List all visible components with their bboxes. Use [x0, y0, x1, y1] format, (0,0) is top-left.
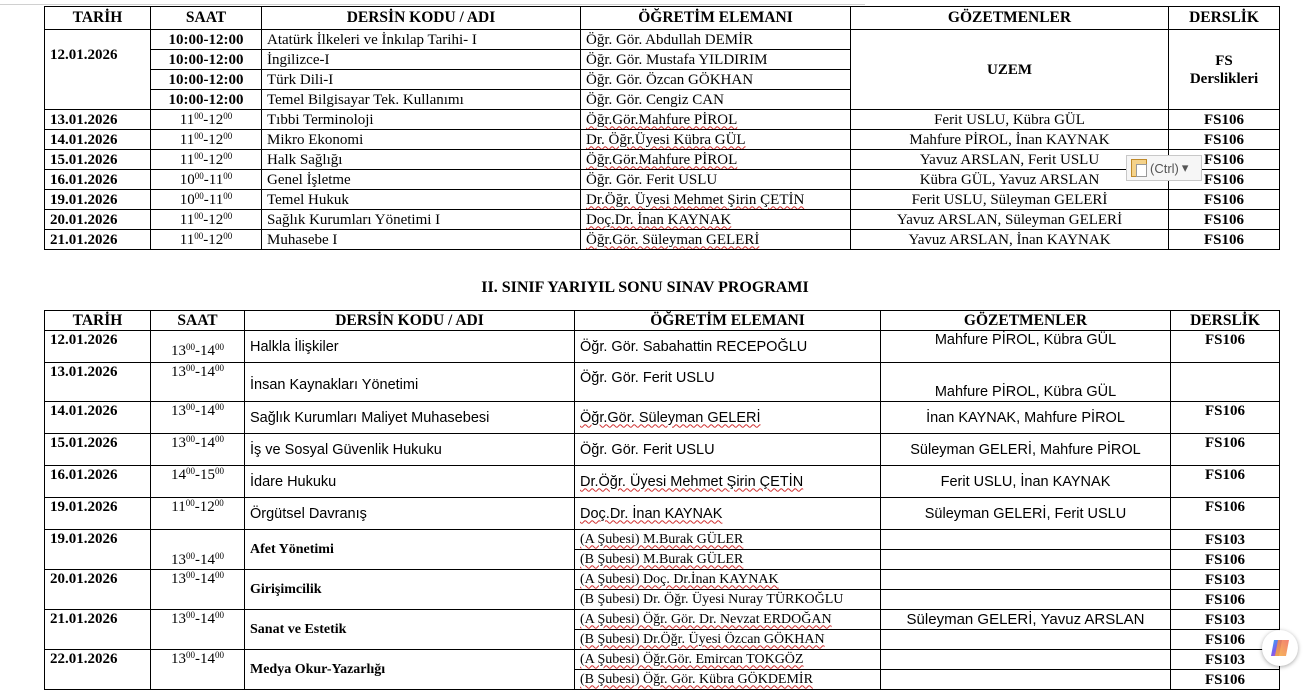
clipboard-icon [1131, 159, 1147, 177]
room-cell: FS106 [1171, 402, 1280, 434]
time-cell: $13^{00}-14^{00}$ [151, 331, 245, 363]
course-cell: Sağlık Kurumları Maliyet Muhasebesi [245, 402, 575, 434]
course-cell: İnsan Kaynakları Yönetimi [245, 363, 575, 402]
proctors-cell: Süleyman GELERİ, Ferit USLU [881, 498, 1171, 530]
instructor-cell: Öğr. Gör. Ferit USLU [581, 170, 851, 190]
room-cell: FS106 [1171, 590, 1280, 610]
room-cell [1171, 363, 1280, 402]
proctors-cell: Ferit USLU, Süleyman GELERİ [851, 190, 1169, 210]
table-row [45, 30, 1280, 50]
time-cell: $11^{00}-12^{00}$ [151, 150, 262, 170]
table-row [45, 331, 1280, 363]
time-cell: $11^{00}-12^{00}$ [151, 498, 245, 530]
table-row [45, 610, 1280, 630]
proctors-cell-empty [881, 550, 1171, 570]
header-instructor: ÖĞRETİM ELEMANI [575, 311, 881, 331]
course-cell: Mikro Ekonomi [262, 130, 581, 150]
time-cell: $10^{00}-11^{00}$ [151, 170, 262, 190]
header-course: DERSİN KODU / ADI [262, 7, 581, 30]
table-header-row [45, 7, 1280, 30]
second-year-exam-table [44, 310, 1280, 690]
table-row [45, 130, 1280, 150]
course-cell: Sağlık Kurumları Yönetimi I [262, 210, 581, 230]
course-cell: Girişimcilik [245, 570, 575, 610]
course-cell: Afet Yönetimi [245, 530, 575, 570]
room-cell: FS103 [1171, 530, 1280, 550]
instructor-cell: (A Şubesi) Doç. Dr.İnan KAYNAK [575, 570, 881, 590]
instructor-cell: (B Şubesi) Öğr. Gör. Kübra GÖKDEMİR [575, 670, 881, 690]
room-cell: FS106 [1171, 466, 1280, 498]
table-row [45, 466, 1280, 498]
course-cell: İngilizce-I [262, 50, 581, 70]
room-cell: FS106 [1169, 210, 1280, 230]
instructor-cell: Dr.Öğr. Üyesi Mehmet Şirin ÇETİN [575, 466, 881, 498]
table-row [45, 230, 1280, 250]
time-cell: $11^{00}-12^{00}$ [151, 230, 262, 250]
table-row [45, 650, 1280, 670]
room-cell: FS106 [1171, 434, 1280, 466]
date-cell: 13.01.2026 [45, 110, 151, 130]
time-cell: $13^{00}-14^{00}$ [151, 434, 245, 466]
room-cell: FS106 [1171, 331, 1280, 363]
date-cell: 20.01.2026 [45, 570, 151, 610]
room-cell: FS103 [1171, 610, 1280, 630]
table-header-row [45, 311, 1280, 331]
header-time: SAAT [151, 7, 262, 30]
proctors-cell: Ferit USLU, Kübra GÜL [851, 110, 1169, 130]
instructor-cell: Doç.Dr. İnan KAYNAK [575, 498, 881, 530]
course-cell: Halk Sağlığı [262, 150, 581, 170]
instructor-cell: (B Şubesi) M.Burak GÜLER [575, 550, 881, 570]
room-cell: FS106 [1169, 230, 1280, 250]
first-year-exam-table [44, 6, 1280, 250]
proctors-cell: Yavuz ARSLAN, Ferit USLU [851, 150, 1169, 170]
date-cell: 13.01.2026 [45, 363, 151, 402]
date-cell: 21.01.2026 [45, 230, 151, 250]
room-cell: FS103 [1171, 650, 1280, 670]
table-row [45, 110, 1280, 130]
copilot-icon[interactable] [1262, 630, 1298, 666]
course-cell: Halkla İlişkiler [245, 331, 575, 363]
instructor-cell: Öğr. Gör. Abdullah DEMİR [581, 30, 851, 50]
course-cell: Temel Hukuk [262, 190, 581, 210]
course-cell: Temel Bilgisayar Tek. Kullanımı [262, 90, 581, 110]
paste-options-button[interactable] [1126, 155, 1202, 181]
course-cell: Türk Dili-I [262, 70, 581, 90]
proctors-cell [881, 650, 1171, 670]
course-cell: Medya Okur-Yazarlığı [245, 650, 575, 690]
room-cell: FS106 [1171, 670, 1280, 690]
course-cell: Atatürk İlkeleri ve İnkılap Tarihi- I [262, 30, 581, 50]
proctors-cell: Ferit USLU, İnan KAYNAK [881, 466, 1171, 498]
instructor-cell: Öğr. Gör. Özcan GÖKHAN [581, 70, 851, 90]
room-cell: FS106 [1169, 150, 1280, 170]
table-row [45, 498, 1280, 530]
header-proctors: GÖZETMENLER [881, 311, 1171, 331]
table-row [45, 170, 1280, 190]
proctors-cell: Mahfure PİROL, Kübra GÜL [881, 363, 1171, 402]
date-cell: 16.01.2026 [45, 170, 151, 190]
room-cell: FS106 [1171, 550, 1280, 570]
room-cell: FS106 [1171, 498, 1280, 530]
paste-options-label: (Ctrl) [1150, 160, 1179, 176]
table-row [45, 150, 1280, 170]
date-cell: 15.01.2026 [45, 150, 151, 170]
date-cell: 12.01.2026 [45, 331, 151, 363]
instructor-cell: Öğr.Gör.Mahfure PİROL [581, 150, 851, 170]
instructor-cell: (B Şubesi) Dr. Öğr. Üyesi Nuray TÜRKOĞLU [575, 590, 881, 610]
date-cell: 19.01.2026 [45, 498, 151, 530]
instructor-cell: (A Şubesi) Öğr. Gör. Dr. Nevzat ERDOĞAN [575, 610, 881, 630]
instructor-cell: Öğr.Gör.Mahfure PİROL [581, 110, 851, 130]
time-cell: $14^{00}-15^{00}$ [151, 466, 245, 498]
proctors-cell [881, 530, 1171, 550]
proctors-cell: Süleyman GELERİ, Mahfure PİROL [881, 434, 1171, 466]
instructor-cell: (A Şubesi) M.Burak GÜLER [575, 530, 881, 550]
room-cell: FS Derslikleri [1169, 30, 1280, 110]
header-instructor: ÖĞRETİM ELEMANI [581, 7, 851, 30]
instructor-cell: (A Şubesi) Öğr.Gör. Emircan TOKGÖZ [575, 650, 881, 670]
proctors-cell-empty [881, 590, 1171, 610]
table-row [45, 190, 1280, 210]
date-cell: 14.01.2026 [45, 130, 151, 150]
date-cell: 22.01.2026 [45, 650, 151, 690]
date-cell: 20.01.2026 [45, 210, 151, 230]
time-cell: 10:00-12:00 [151, 90, 262, 110]
proctors-cell: Yavuz ARSLAN, Süleyman GELERİ [851, 210, 1169, 230]
table-row [45, 570, 1280, 590]
time-cell: $11^{00}-12^{00}$ [151, 130, 262, 150]
proctors-cell: Kübra GÜL, Yavuz ARSLAN [851, 170, 1169, 190]
page-top-edge [0, 0, 865, 5]
table-row [45, 434, 1280, 466]
course-cell: Genel İşletme [262, 170, 581, 190]
instructor-cell: Öğr. Gör. Cengiz CAN [581, 90, 851, 110]
proctors-cell [881, 570, 1171, 590]
header-time: SAAT [151, 311, 245, 331]
time-cell: $13^{00}-14^{00}$ [151, 570, 245, 610]
time-cell: 10:00-12:00 [151, 30, 262, 50]
table-row [45, 210, 1280, 230]
room-cell: FS106 [1169, 130, 1280, 150]
header-proctors: GÖZETMENLER [851, 7, 1169, 30]
proctors-cell-empty [881, 630, 1171, 650]
instructor-cell: (B Şubesi) Dr.Öğr. Üyesi Özcan GÖKHAN [575, 630, 881, 650]
course-cell: Tıbbi Terminoloji [262, 110, 581, 130]
proctors-cell: Mahfure PİROL, İnan KAYNAK [851, 130, 1169, 150]
time-cell: $10^{00}-11^{00}$ [151, 190, 262, 210]
proctors-cell: Yavuz ARSLAN, İnan KAYNAK [851, 230, 1169, 250]
course-cell: Örgütsel Davranış [245, 498, 575, 530]
instructor-cell: Öğr.Gör. Süleyman GELERİ [581, 230, 851, 250]
course-cell: İdare Hukuku [245, 466, 575, 498]
course-cell: Muhasebe I [262, 230, 581, 250]
table-row [45, 530, 1280, 550]
time-cell: $11^{00}-12^{00}$ [151, 210, 262, 230]
date-cell: 19.01.2026 [45, 190, 151, 210]
date-cell: 12.01.2026 [45, 30, 151, 110]
header-date: TARİH [45, 311, 151, 331]
section-title: II. SINIF YARIYIL SONU SINAV PROGRAMI [481, 279, 809, 296]
instructor-cell: Öğr. Gör. Sabahattin RECEPOĞLU [575, 331, 881, 363]
instructor-cell: Dr. Öğr.Üyesi Kübra GÜL [581, 130, 851, 150]
room-cell: FS103 [1171, 570, 1280, 590]
instructor-cell: Dr.Öğr. Üyesi Mehmet Şirin ÇETİN [581, 190, 851, 210]
time-cell: $13^{00}-14^{00}$ [151, 530, 245, 570]
instructor-cell: Öğr. Gör. Ferit USLU [575, 434, 881, 466]
date-cell: 16.01.2026 [45, 466, 151, 498]
time-cell: $13^{00}-14^{00}$ [151, 650, 245, 690]
date-cell: 15.01.2026 [45, 434, 151, 466]
course-cell: İş ve Sosyal Güvenlik Hukuku [245, 434, 575, 466]
instructor-cell: Doç.Dr. İnan KAYNAK [581, 210, 851, 230]
header-room: DERSLİK [1171, 311, 1280, 331]
chevron-down-icon: ▾ [1181, 160, 1189, 175]
header-room: DERSLİK [1169, 7, 1280, 30]
proctors-cell: Mahfure PİROL, Kübra GÜL [881, 331, 1171, 363]
proctors-cell: İnan KAYNAK, Mahfure PİROL [881, 402, 1171, 434]
time-cell: $11^{00}-12^{00}$ [151, 110, 262, 130]
header-course: DERSİN KODU / ADI [245, 311, 575, 331]
instructor-cell: Öğr.Gör. Süleyman GELERİ [575, 402, 881, 434]
date-cell: 14.01.2026 [45, 402, 151, 434]
room-cell: FS106 [1169, 190, 1280, 210]
time-cell: $13^{00}-14^{00}$ [151, 363, 245, 402]
instructor-cell: Öğr. Gör. Ferit USLU [575, 363, 881, 402]
room-cell: FS106 [1169, 170, 1280, 190]
date-cell: 21.01.2026 [45, 610, 151, 650]
room-cell: FS106 [1171, 630, 1280, 650]
proctors-cell: Süleyman GELERİ, Yavuz ARSLAN [881, 610, 1171, 630]
table-row [45, 402, 1280, 434]
header-date: TARİH [45, 7, 151, 30]
time-cell: $13^{00}-14^{00}$ [151, 610, 245, 650]
table-row [45, 363, 1280, 402]
date-cell: 19.01.2026 [45, 530, 151, 570]
room-cell: FS106 [1169, 110, 1280, 130]
time-cell: 10:00-12:00 [151, 50, 262, 70]
proctors-cell-empty [881, 670, 1171, 690]
course-cell: Sanat ve Estetik [245, 610, 575, 650]
instructor-cell: Öğr. Gör. Mustafa YILDIRIM [581, 50, 851, 70]
time-cell: 10:00-12:00 [151, 70, 262, 90]
time-cell: $13^{00}-14^{00}$ [151, 402, 245, 434]
proctors-cell: UZEM [851, 30, 1169, 110]
